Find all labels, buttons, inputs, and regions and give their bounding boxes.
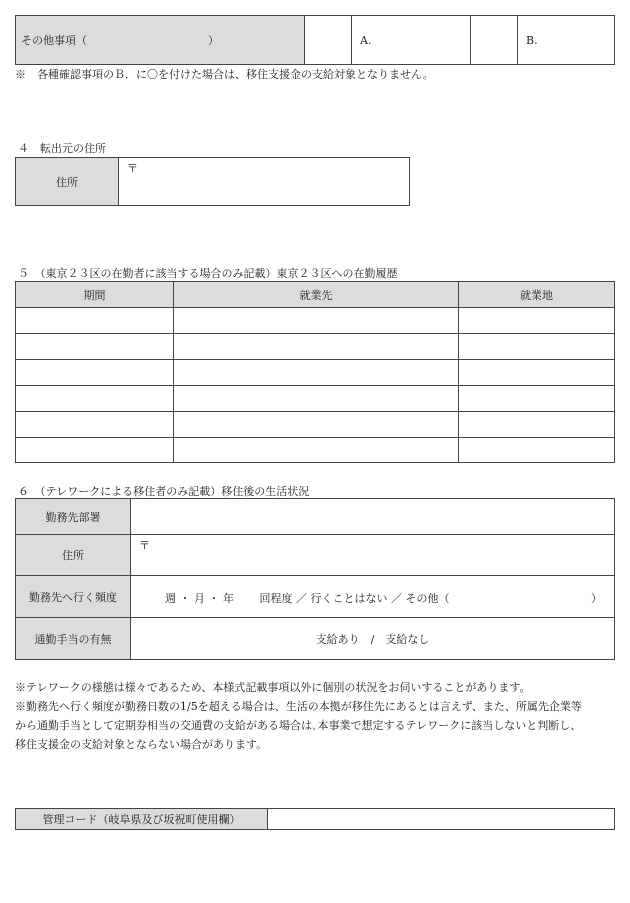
work-location-cell[interactable] <box>459 308 615 334</box>
employer-cell[interactable] <box>174 386 459 412</box>
header-employer: 就業先 <box>174 282 459 308</box>
work-location-cell[interactable] <box>459 334 615 360</box>
table-row <box>16 360 615 386</box>
employer-cell[interactable] <box>174 438 459 463</box>
employer-cell[interactable] <box>174 360 459 386</box>
frequency-options: 週 ・ 月 ・ 年 回程度 ／ 行くことはない ／ その他（ <box>165 592 450 605</box>
employer-cell[interactable] <box>174 334 459 360</box>
work-location-cell[interactable] <box>459 412 615 438</box>
section6-living-table <box>15 498 615 660</box>
section4-address-table <box>15 157 410 206</box>
section5-history-table <box>15 281 615 463</box>
table-row <box>16 386 615 412</box>
admin-code-field[interactable] <box>268 809 615 830</box>
section6-address-label: 住所 <box>16 535 131 576</box>
frequency-label: 勤務先へ行く頻度 <box>16 576 131 618</box>
employer-cell[interactable] <box>174 412 459 438</box>
notes-bottom <box>15 678 625 754</box>
note-top: ※ 各種確認事項のＢ．に〇を付けた場合は、移住支援金の支給対象となりません。 <box>15 68 434 81</box>
section4-heading: ４ 転出元の住所 <box>18 142 106 155</box>
section5-heading: ５ （東京２３区の在勤者に該当する場合のみ記載）東京２３区への在勤履歴 <box>18 267 398 280</box>
postal-mark-icon: 〒 <box>127 162 138 175</box>
frequency-field[interactable] <box>131 576 615 618</box>
table-row <box>16 308 615 334</box>
option-b-label: B. <box>518 16 615 65</box>
note-line: ※テレワークの様態は様々であるため、本様式記載事項以外に個別の状況をお伺いすることがあります。 <box>15 681 531 694</box>
allowance-label: 通勤手当の有無 <box>16 618 131 660</box>
header-period: 期間 <box>16 282 174 308</box>
other-items-table <box>15 15 615 65</box>
note-line: ※勤務先へ行く頻度が勤務日数の1/5を超える場合は、生活の本拠が移住先にあるとは言えず、また、所属先企業等 <box>15 700 582 713</box>
other-items-check-b[interactable] <box>471 16 518 65</box>
period-cell[interactable] <box>16 412 174 438</box>
period-cell[interactable] <box>16 360 174 386</box>
other-items-label: その他事項（ ） <box>16 16 305 65</box>
table-row <box>16 438 615 463</box>
work-location-cell[interactable] <box>459 438 615 463</box>
note-line: 移住支援金の支給対象とならない場合があります。 <box>15 738 268 751</box>
section4-address-label: 住所 <box>16 158 119 206</box>
work-location-cell[interactable] <box>459 386 615 412</box>
period-cell[interactable] <box>16 308 174 334</box>
option-a-label: A. <box>352 16 471 65</box>
section6-address-field[interactable] <box>131 535 615 576</box>
period-cell[interactable] <box>16 438 174 463</box>
section4-address-field[interactable] <box>119 158 410 206</box>
period-cell[interactable] <box>16 334 174 360</box>
work-location-cell[interactable] <box>459 360 615 386</box>
header-work-location: 就業地 <box>459 282 615 308</box>
note-line: から通勤手当として定期券相当の交通費の支給がある場合は､本事業で想定するテレワークに該当しないと判断し、 <box>15 719 582 732</box>
postal-mark-icon: 〒 <box>139 539 150 552</box>
allowance-options[interactable]: 支給あり / 支給なし <box>131 618 615 660</box>
admin-code-label: 管理コード（岐阜県及び坂祝町使用欄） <box>16 809 268 830</box>
table-row <box>16 334 615 360</box>
employer-cell[interactable] <box>174 308 459 334</box>
section6-heading: ６ （テレワークによる移住者のみ記載）移住後の生活状況 <box>18 485 310 498</box>
admin-code-table <box>15 808 615 830</box>
frequency-close: ） <box>591 592 602 605</box>
other-items-check-a[interactable] <box>305 16 352 65</box>
period-cell[interactable] <box>16 386 174 412</box>
dept-field[interactable] <box>131 499 615 535</box>
dept-label: 勤務先部署 <box>16 499 131 535</box>
table-row <box>16 412 615 438</box>
